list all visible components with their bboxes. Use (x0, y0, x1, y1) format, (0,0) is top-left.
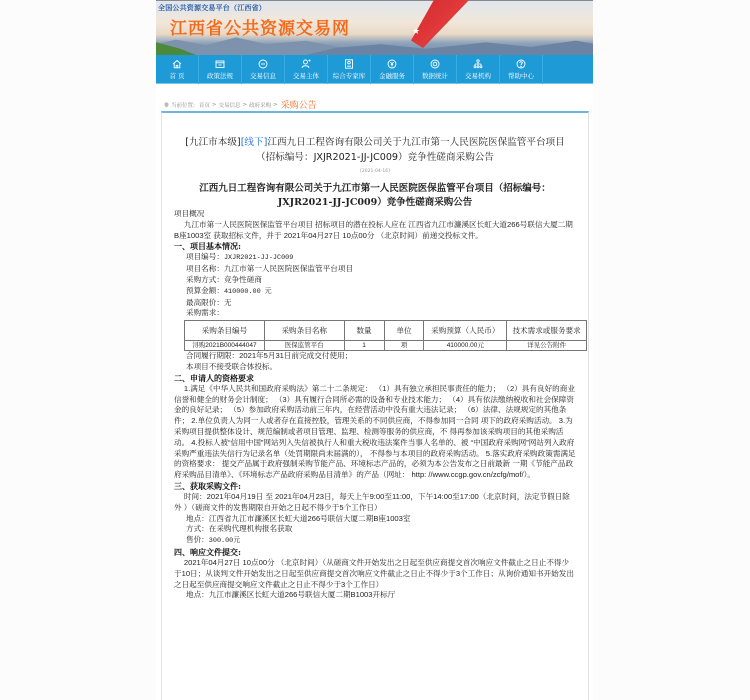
procurement-items-table (184, 320, 587, 351)
location-pin-icon (164, 102, 169, 108)
qualifications-text: 1.满足《中华人民共和国政府采购法》第二十二条规定： （1）具有独立承担民事责任的能力； （2）具有良好的商业信誉和健全的财务会计制度； （3）具有履行合同所必需的设备和专业技术能力； （4）具有依法缴纳税收和社会保障资金的良好记录； （5）参加政府采购活动前三年内，在经营活动中没有重大违法记录； （6）法律、法规规定的其他条件； 2.单位负责人为同一人或者存在直接控股，管理关系的不同供应商，不得参加同一合同 项下的政府采购活动。 3.为采购项目提供整体设计、规范编制或者项目管理、监理、检测等服务的供应商，不 得再参加该采购项目的其他采购活动。 4.投标人被“信用中国”网站列入失信被执行人和重大税收违法案件当事人名单的、被 “中国政府采购网”网站列入政府采购严重违法失信行为记录名单（处罚期限尚未届满的）， 不得参与本项目的政府采购活动。 5.落实政府采购政策需满足的资格要求： 提交产品属于政府强制采购节能产品、环境标志产品的，必须为本公告发布之日前最新 一期《节能产品政府采购品目清单》、《环境标志产品政府采购品目清单》的产品（网址： http: //www.ccgp.gov.cn/zcfg/mof/）。 (174, 383, 576, 480)
document-title: 江西九日工程咨询有限公司关于九江市第一人民医院医保监管平台项目（招标编号：JXJR2021-JJ-JC009）竞争性磋商采购公告 (199, 183, 551, 208)
field-price: 售价：300.00元 (186, 535, 241, 546)
column-header: 技术需求或服务要求 (507, 321, 587, 341)
breadcrumb-current: 采购公告 (280, 101, 317, 111)
nav-item-trade-subject[interactable]: 交易主体 (285, 55, 328, 84)
nav-item-trade-info[interactable]: 交易信息 (242, 55, 285, 84)
folder-icon (215, 59, 225, 69)
column-header: 单位 (384, 321, 424, 341)
yen-icon (387, 59, 397, 69)
nav-item-expert-pool[interactable]: 综合专家库 (328, 55, 371, 84)
breadcrumb-prefix: 当前位置: (171, 102, 195, 109)
cell-quantity: 1 (344, 341, 384, 351)
help-icon (516, 59, 526, 69)
field-submission-location: 地点：九江市濂溪区长虹大道266号联信大厦二期B1003开标厅 (186, 590, 396, 600)
consortium-note: 本项目不接受联合体投标。 (186, 361, 278, 371)
article-container (161, 111, 589, 700)
page-container (156, 0, 593, 700)
site-banner (156, 0, 593, 55)
breadcrumb-home[interactable]: 首页 (198, 102, 210, 109)
breadcrumb-trade-info[interactable]: 交易信息 (218, 102, 241, 109)
cell-item-name: 医保监管平台 (264, 341, 344, 351)
region-tag: [九江市本级] (185, 137, 241, 148)
field-obtain-location: 地点：江西省九江市濂溪区长虹大道266号联信大厦二期B座1003室 (186, 513, 411, 523)
cell-requirements: 详见公告附件 (507, 341, 587, 351)
cell-unit: 项 (384, 341, 424, 351)
column-header: 采购条目名称 (264, 321, 344, 341)
article-title (180, 135, 570, 165)
star-icon: ★ (412, 27, 421, 37)
user-icon (301, 59, 311, 69)
field-project-name: 项目名称：九江市第一人民医院医保监管平台项目 (186, 264, 354, 274)
table-header-row (185, 321, 587, 341)
contract-period: 合同履行期限：2021年5月31日前完成交付使用； (186, 351, 353, 361)
field-requirements: 采购需求： (186, 308, 224, 318)
breadcrumb-gov-procurement[interactable]: 政府采购 (249, 102, 272, 109)
nav-item-policy[interactable]: 政策法规 (199, 55, 242, 84)
section-heading-qualifications: 二、申请人的资格要求 (174, 372, 254, 383)
chart-circle-icon (430, 59, 440, 69)
overview-label: 项目概况 (174, 209, 205, 218)
section-heading-submission: 四、响应文件提交: (174, 546, 241, 557)
cell-item-code: 浔购2021B000444047 (185, 341, 265, 351)
nav-item-help[interactable]: 帮助中心 (500, 55, 543, 84)
field-project-number: 项目编号：JXJR2021-JJ-JC009 (186, 252, 294, 263)
field-obtain-method: 方式：在采购代理机构报名获取 (186, 524, 293, 534)
main-nav (156, 55, 593, 84)
nav-item-statistics[interactable]: 数据统计 (414, 55, 457, 84)
org-chart-icon (473, 59, 483, 69)
article-body (174, 182, 581, 601)
site-subtitle: 全国公共资源交易平台（江西省） (158, 4, 266, 12)
section-heading-basic-info: 一、项目基本情况: (174, 241, 241, 252)
nav-item-home[interactable]: 首 页 (156, 55, 199, 84)
info-icon (258, 59, 268, 69)
site-title[interactable]: 江西省公共资源交易网 (170, 19, 350, 39)
cell-budget: 410000.00元 (424, 341, 507, 351)
field-procurement-method: 采购方式：竞争性磋商 (186, 274, 262, 284)
column-header: 数量 (344, 321, 384, 341)
overview-text: 九江市第一人民医院医保监管平台项目 招标项目的潜在投标人应在 江西省九江市濂溪区长虹大道266号联信大厦二期B座1003室 获取招标文件，并于 2021年04月27日 10点00分 （北京时间）前递交投标文件。 (174, 219, 573, 240)
section-heading-obtain-documents: 三、获取采购文件: (174, 480, 241, 491)
red-flag-decoration (391, 0, 471, 48)
id-card-icon (344, 59, 354, 69)
article-title-text: 江西九日工程咨询有限公司关于九江市第一人民医院医保监管平台项目（招标编号：JXJR2021-JJ-JC009）竞争性磋商采购公告 (256, 137, 565, 163)
column-header: 采购条目编号 (185, 321, 265, 341)
column-header: 采购预算（人民币） (424, 321, 507, 341)
breadcrumb: 当前位置: 首页 > 交易信息 > 政府采购 > 采购公告 (164, 98, 317, 111)
home-icon (172, 59, 182, 69)
mountain-decoration (306, 37, 593, 55)
field-obtain-time: 时间：2021年04月19日 至 2021年04月23日，每天上午9:00至11:00，下午14:00至17:00（北京时间，法定节假日除外 ）（磋商文件的发售期限自开始之日起不得少于5个工作日） (174, 491, 570, 512)
nav-item-finance[interactable]: 金融服务 (371, 55, 414, 84)
publish-date: [2021-04-16] (360, 169, 390, 174)
nav-item-institutions[interactable]: 交易机构 (457, 55, 500, 84)
offline-tag-link[interactable]: [线下] (240, 137, 268, 148)
field-max-price: 最高限价：无 (186, 297, 232, 307)
submission-text: 2021年04月27日 10点00分 （北京时间）（从磋商文件开始发出之日起至供应商提交首次响应文件截止之日止不得少于10日；从谈判文件开始发出之日起至供应商提交首次响应文件截止之日止不得少于3个工作日；从询价通知书开始发出之日起至供应商提交响应文件截止之日止不得少于3个工作日） (174, 557, 574, 589)
table-row (185, 341, 587, 351)
field-budget: 预算金额：410000.00 元 (186, 285, 272, 296)
